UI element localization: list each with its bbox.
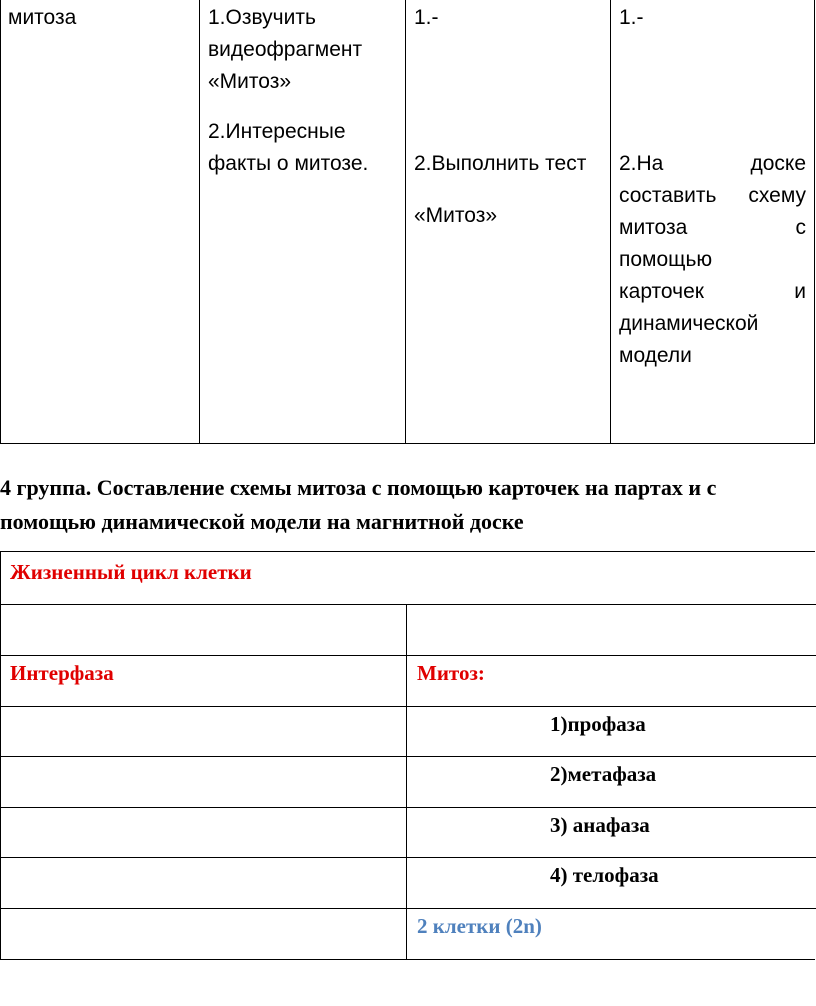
column-divider xyxy=(405,0,406,444)
cell-cycle-table xyxy=(0,551,816,960)
result-action-2-line: карточек и xyxy=(619,280,806,303)
result-action-2-line: митоза с xyxy=(619,216,806,239)
result-action-2-line: модели xyxy=(619,344,692,367)
row-divider xyxy=(0,756,816,757)
result-action-2-line: помощью xyxy=(619,248,713,271)
row-divider xyxy=(0,807,816,808)
student-action-1: 1.- xyxy=(414,6,439,29)
row-divider xyxy=(0,706,816,707)
phase-metaphase: 2)метафаза xyxy=(550,762,657,786)
teacher-action-2 xyxy=(208,116,398,180)
student-action-2-line: «Митоз» xyxy=(414,204,498,227)
row-divider xyxy=(0,655,816,656)
result-action-2-line: 2.На доске xyxy=(619,152,806,175)
row-divider xyxy=(0,604,816,605)
phase-anaphase: 3) анафаза xyxy=(550,813,650,837)
stage-name: митоза xyxy=(8,6,77,29)
group-task-heading xyxy=(0,471,816,539)
teacher-action-1 xyxy=(208,2,398,98)
mitosis-result: 2 клетки (2n) xyxy=(417,914,542,938)
student-action-2-line: 2.Выполнить тест xyxy=(414,152,587,175)
result-action-2 xyxy=(619,148,806,372)
teacher-action-1-line: «Митоз» xyxy=(208,70,292,93)
teacher-action-1-line: видеофрагмент xyxy=(208,38,363,61)
teacher-actions-cell xyxy=(208,2,398,180)
teacher-action-1-line: 1.Озвучить xyxy=(208,6,316,29)
result-action-2-line: динамической xyxy=(619,312,759,335)
row-divider xyxy=(0,857,816,858)
row-divider xyxy=(0,908,816,909)
interphase-label: Интерфаза xyxy=(10,661,114,685)
column-divider xyxy=(406,604,407,960)
heading-line: 4 группа. Составление схемы митоза с помощью карточек на партах и с xyxy=(0,475,717,500)
column-divider xyxy=(610,0,611,444)
teacher-action-2-line: 2.Интересные xyxy=(208,120,346,143)
result-action-2-line: составить схему xyxy=(619,184,806,207)
column-divider xyxy=(199,0,200,444)
phase-prophase: 1)профаза xyxy=(550,712,646,736)
heading-line: помощью динамической модели на магнитной доске xyxy=(0,509,524,534)
cell-cycle-title: Жизненный цикл клетки xyxy=(10,560,252,584)
activity-table xyxy=(0,0,816,444)
teacher-action-2-line: факты о митозе. xyxy=(208,152,369,175)
phase-telophase: 4) телофаза xyxy=(550,863,659,887)
mitosis-label: Митоз: xyxy=(417,661,485,685)
result-action-1: 1.- xyxy=(619,6,644,29)
